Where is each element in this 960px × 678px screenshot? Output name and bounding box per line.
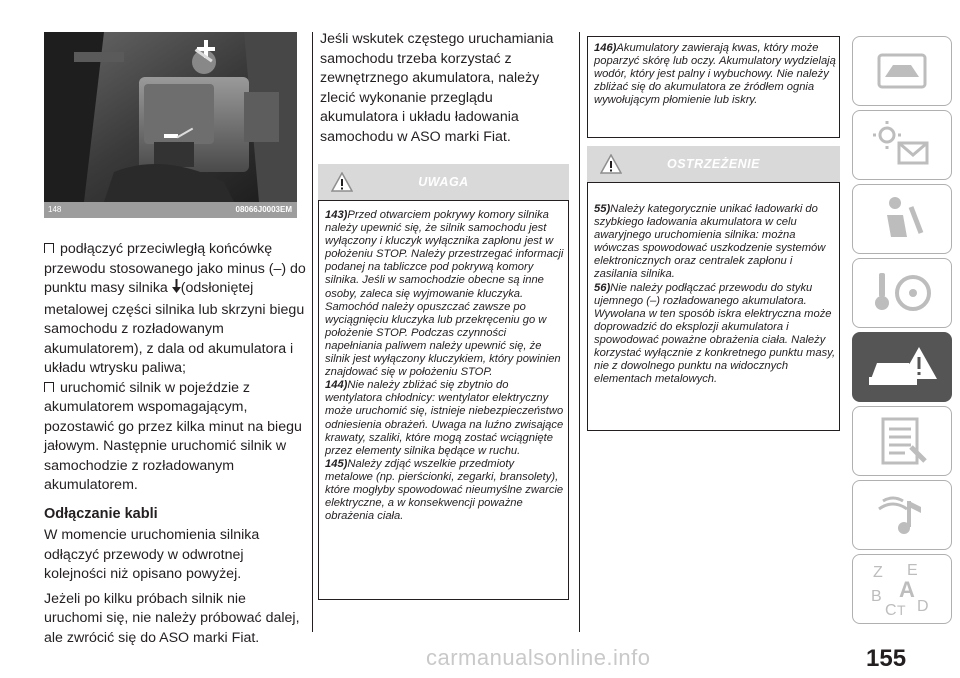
tab-maintenance[interactable]	[852, 406, 952, 476]
warning-header	[318, 164, 569, 200]
column-2-paragraph: Jeśli wskutek częstego uruchamiania samochodu trzeba korzystać z zewnętrznego akumulatora, należy zlecić wykonanie przeglądu akumulatora i układu ładowania samochodu w ASO marki Fiat.	[320, 31, 554, 145]
warning-item-144: 144)Nie należy zbliżać się zbytnio do wentylatora chłodnicy: wentylator elektryczny może uruchomić się, istnieje niebezpieczeństwo odniesienia obrażeń. Uwaga na luźno zwisające krawaty, szaliki, które mogą zostać wciągnięte przez elementy silnika będące w ruchu.	[325, 379, 564, 457]
ground-symbol-icon	[172, 279, 181, 301]
index-letter: B	[871, 588, 882, 605]
warning-box-continued	[587, 36, 840, 138]
warning-item-146: 146)Akumulatory zawierają kwas, który może poparzyć skórę lub oczy. Akumulatory wydzielają wodór, który jest palny i wybuchowy. Nie należy zbliżać się do akumulatora ze źródłem ognia wywołującym płomienie lub iskry.	[594, 42, 836, 107]
caution-item-55: 55)Należy kategorycznie unikać ładowarki do szybkiego ładowania akumulatora w celu awaryjnego uruchomienia silnika: można wówczas spowodować uszkodzenie systemów elektronicznych oraz centralek zapłonu i zasilania silnika.	[594, 203, 826, 281]
warning-title: UWAGA	[418, 175, 469, 189]
warning-box	[318, 200, 569, 600]
index-letter: C	[885, 602, 897, 619]
emergency-icon	[853, 333, 951, 401]
column-1	[44, 240, 306, 648]
engine-battery-photo	[44, 32, 297, 202]
tab-multimedia[interactable]	[852, 480, 952, 550]
multimedia-icon	[853, 481, 951, 549]
paragraph: Jeżeli po kilku próbach silnik nie uruchomi się, nie należy próbować dalej, ale zwrócić się do ASO marki Fiat.	[44, 590, 300, 646]
paragraph: W momencie uruchomienia silnika odłączyć przewody w odwrotnej kolejności niż opisano powyżej.	[44, 527, 260, 582]
figure-caption	[44, 202, 297, 218]
tab-seat-safety[interactable]	[852, 184, 952, 254]
column-divider	[312, 32, 313, 632]
page-number: 155	[866, 645, 907, 672]
tab-index[interactable]	[852, 554, 952, 624]
tab-key-steering[interactable]	[852, 258, 952, 328]
index-letter: Z	[873, 564, 883, 581]
bullet-marker-icon	[44, 243, 54, 253]
tab-warning-lights[interactable]	[852, 110, 952, 180]
index-letter: T	[897, 602, 906, 618]
caution-title: OSTRZEŻENIE	[666, 157, 760, 171]
bullet-item: podłączyć przeciwległą końcówkę przewodu stosowanego jako minus (–) do punktu masy silnika (odsłoniętej metalowej części silnika lub skrzyni biegu samochodu z rozładowanym akumulatorem), z dala od akumulatora i układu wtrysku paliwa;	[44, 241, 306, 376]
figure-code: 08066J0003EM	[235, 205, 292, 214]
seat-safety-icon	[853, 185, 951, 253]
warning-item-145: 145)Należy zdjąć wszelkie przedmioty metalowe (np. pierścionki, zegarki, bransolety), które mogłyby spowodować nieumyślne zwarcie elektryczne, a w konsekwencji poważne obrażenia ciała.	[325, 457, 564, 523]
index-letter: D	[917, 598, 929, 615]
index-letter: A	[899, 577, 915, 602]
bullet-item: uruchomić silnik w pojeździe z akumulatorem wspomagającym, pozostawić go przez kilka minut na biegu jałowym. Następnie uruchomić silnik w samochodzie z rozładowanym akumulatorem.	[44, 379, 302, 493]
warning-item-143: 143)Przed otwarciem pokrywy komory silnika należy upewnić się, że silnik samochodu jest wyłączony i kluczyk wyłącznika zapłonu jest w położeniu STOP. Należy przestrzegać informacji podanej na tabliczce pod pokrywą komory silnika. Jeśli w samochodzie obecne są inne osoby, zaleca się wyjmowanie kluczyka. Samochód należy opuszczać zawsze po wyciągnięciu kluczyka lub przekręceniu go w położenie STOP. Podczas czynności napełniania paliwem należy upewnić się, że silnik jest wyłączony kluczykiem, który powinien znajdować się w położeniu STOP.	[325, 209, 564, 379]
caution-header	[587, 146, 840, 182]
watermark: carmanualsonline.info	[426, 645, 651, 670]
column-divider	[579, 32, 580, 632]
index-icon	[853, 555, 951, 623]
figure-number: 148	[48, 205, 62, 214]
tab-emergency[interactable]	[852, 332, 952, 402]
car-dashboard-icon	[853, 37, 951, 105]
caution-box	[587, 182, 840, 431]
caution-item-56: 56)Nie należy podłączać przewodu do styku ujemnego (–) rozładowanego akumulatora. Wywołana w ten sposób iskra elektryczna może doprowadzić do eksplozji akumulatora i spowodować poważne obrażenia ciała. Należy korzystać wyłącznie z konkretnego punktu masy, nie z dowolnego punktu na widocznych elementach metalowych.	[594, 281, 836, 386]
section-heading: Odłączanie kabli	[44, 505, 158, 522]
warning-lights-icon	[853, 111, 951, 179]
key-steering-icon	[853, 259, 951, 327]
maintenance-icon	[853, 407, 951, 475]
tab-car-dashboard[interactable]	[852, 36, 952, 106]
bullet-marker-icon	[44, 382, 54, 392]
index-letter: E	[907, 562, 918, 579]
